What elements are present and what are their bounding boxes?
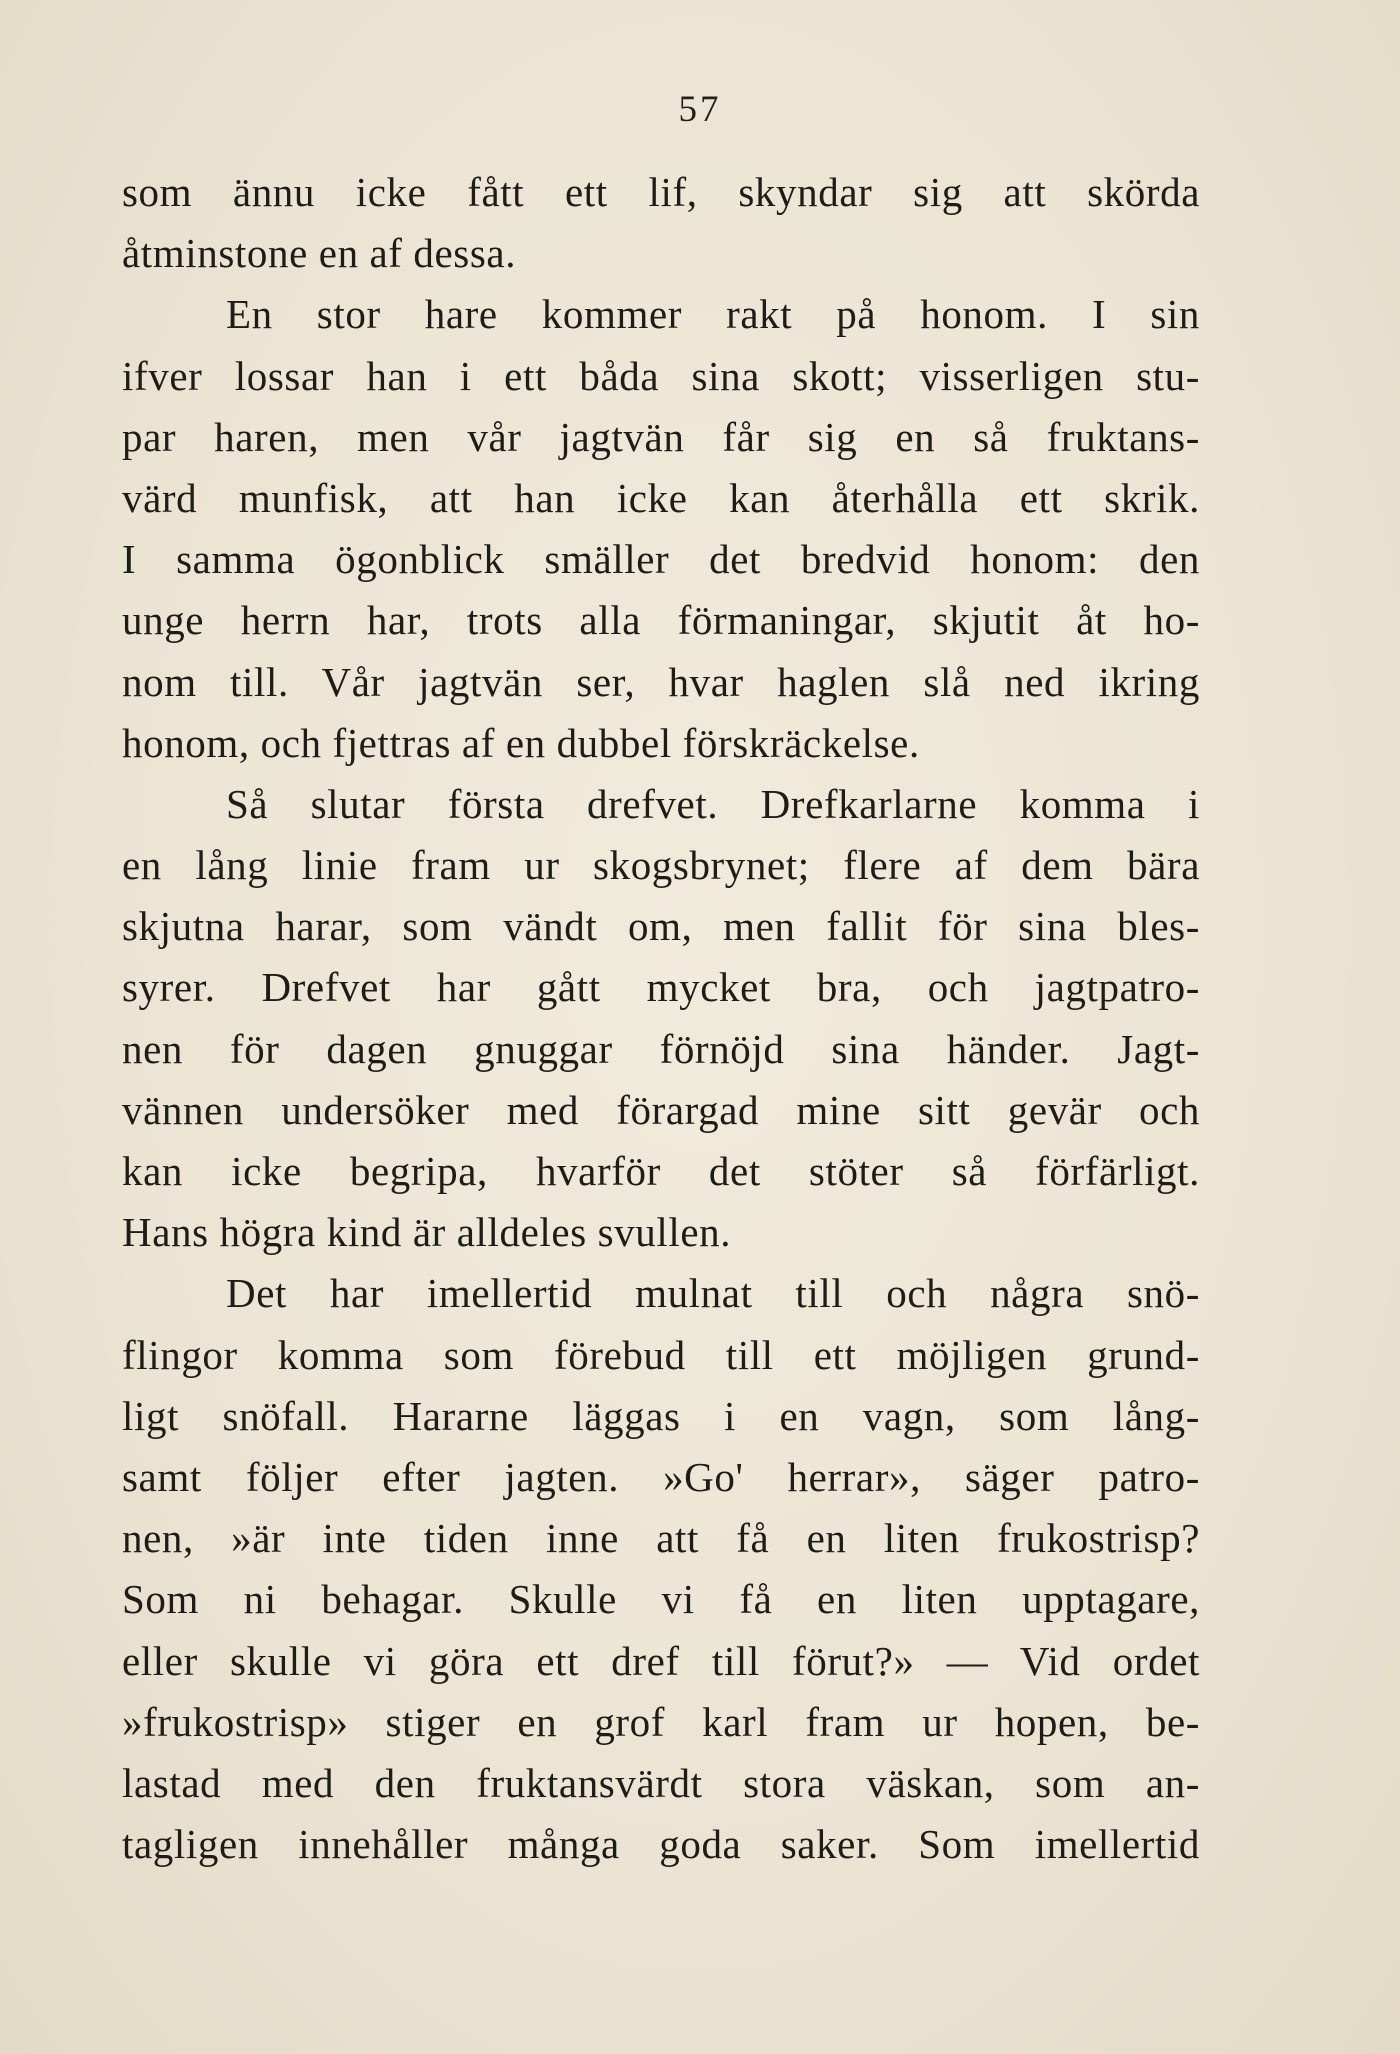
text-line: Så slutar första drefvet. Drefkarlarne komma i — [226, 780, 1200, 827]
text-line: flingor komma som förebud till ett möjligen grund- — [122, 1331, 1200, 1378]
text-line: ligt snöfall. Hararne läggas i en vagn, som lång- — [122, 1392, 1200, 1439]
text-line: kan icke begripa, hvarför det stöter så förfärligt. — [122, 1148, 1200, 1194]
text-line: vännen undersöker med förargad mine sitt gevär och — [122, 1086, 1200, 1133]
text-line: tagligen innehåller många goda saker. Som imellertid — [122, 1821, 1200, 1868]
text-line: skjutna harar, som vändt om, men fallit för sina bles- — [122, 903, 1200, 950]
text-line: unge herrn har, trots alla förmaningar, skjutit åt ho- — [122, 597, 1200, 644]
text-line: Som ni behagar. Skulle vi få en liten upptagare, — [122, 1576, 1200, 1623]
text-line: En stor hare kommer rakt på honom. I sin — [226, 291, 1200, 338]
text-line: åtminstone en af dessa. — [122, 230, 517, 277]
text-line: en lång linie fram ur skogsbrynet; flere af dem bära — [122, 842, 1200, 889]
text-line: honom, och fjettras af en dubbel förskräckelse. — [122, 719, 920, 766]
text-line: par haren, men vår jagtvän får sig en så fruktans- — [122, 413, 1200, 460]
text-line: lastad med den fruktansvärdt stora väskan, som an- — [122, 1759, 1200, 1806]
text-line: eller skulle vi göra ett dref till förut?» — Vid ordet — [122, 1637, 1200, 1684]
text-line: nen för dagen gnuggar förnöjd sina händer. Jagt- — [122, 1025, 1200, 1072]
text-line: syrer. Drefvet har gått mycket bra, och jagtpatro- — [122, 964, 1200, 1011]
text-line: Hans högra kind är alldeles svullen. — [122, 1209, 732, 1256]
text-line: »frukostrisp» stiger en grof karl fram ur hopen, be- — [122, 1698, 1200, 1745]
text-line: I samma ögonblick smäller det bredvid honom: den — [122, 536, 1200, 583]
text-line: som ännu icke fått ett lif, skyndar sig att skörda — [122, 169, 1200, 215]
page-number: 57 — [678, 89, 722, 130]
text-line: ifver lossar han i ett båda sina skott; visserligen stu- — [122, 352, 1200, 399]
body-text — [122, 162, 1200, 1875]
text-line: Det har imellertid mulnat till och några snö- — [226, 1270, 1200, 1317]
text-line: nom till. Vår jagtvän ser, hvar haglen slå ned ikring — [122, 658, 1200, 705]
text-line: nen, »är inte tiden inne att få en liten frukostrisp? — [122, 1515, 1200, 1562]
text-line: samt följer efter jagten. »Go' herrar», säger patro- — [122, 1453, 1200, 1500]
text-line: värd munfisk, att han icke kan återhålla ett skrik. — [122, 474, 1200, 521]
